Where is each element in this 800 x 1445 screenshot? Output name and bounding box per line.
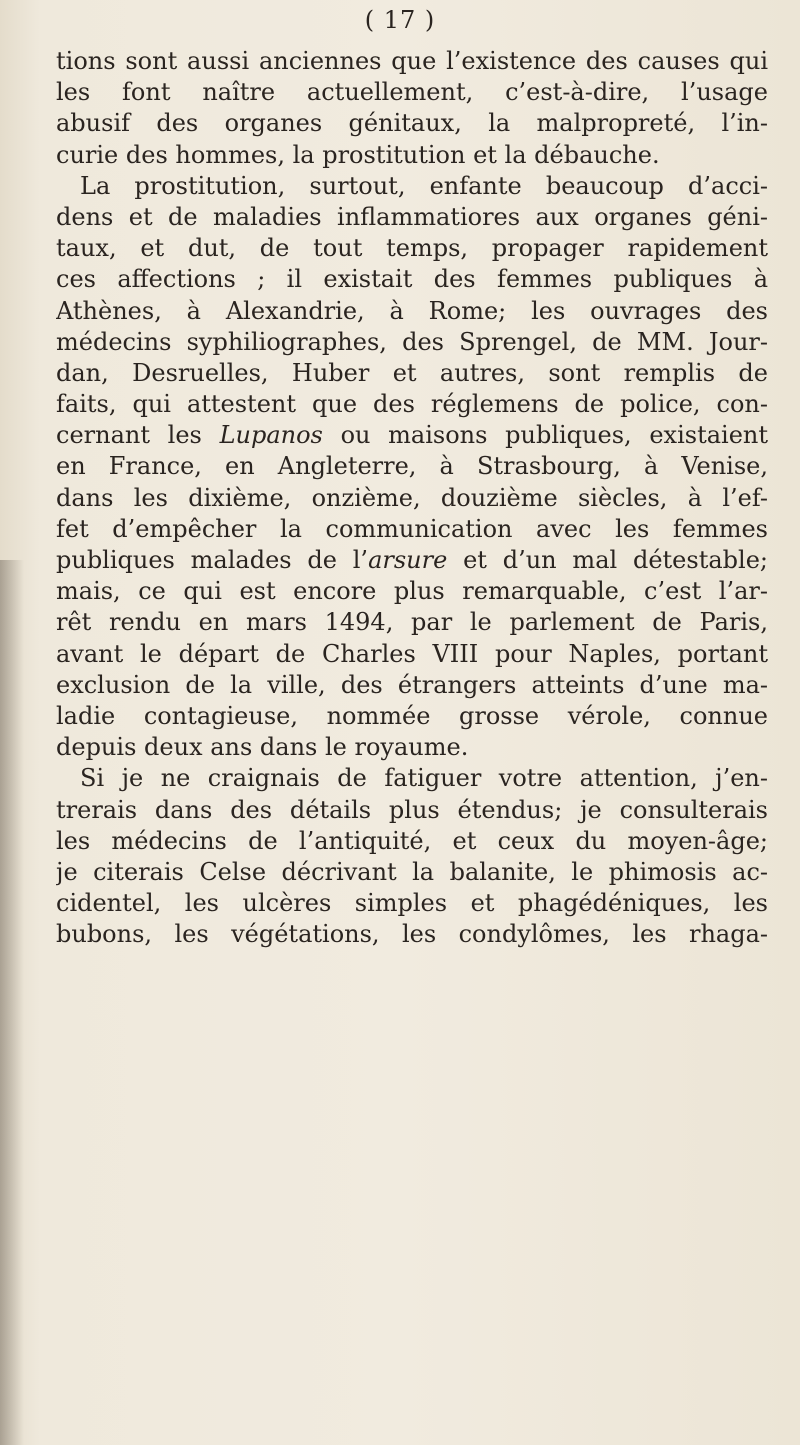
paragraph-start-line: La prostitution, surtout, enfante beaucoup d’acci- [80, 171, 768, 200]
text-line: bubons, les végétations, les condylômes, les rhaga- [56, 920, 768, 949]
text-line: je citerais Celse décrivant la balanite, le phimosis ac- [56, 857, 768, 886]
binding-shadow [0, 560, 24, 1445]
text-line: Athènes, à Alexandrie, à Rome; les ouvrages des [56, 296, 768, 325]
text-line: faits, qui attestent que des réglemens de police, con- [56, 390, 768, 419]
text-line: en France, en Angleterre, à Strasbourg, à Venise, [56, 452, 768, 481]
text-line: les médecins de l’antiquité, et ceux du moyen-âge; [56, 826, 768, 855]
text-line: fet d’empêcher la communication avec les femmes [56, 514, 768, 543]
text-line [56, 420, 768, 451]
text-line: ladie contagieuse, nommée grosse vérole, connue [56, 701, 768, 730]
text-line: dan, Desruelles, Huber et autres, sont remplis de [56, 358, 768, 387]
text-line: cidentel, les ulcères simples et phagédéniques, les [56, 889, 768, 918]
body-text [56, 46, 768, 950]
text-line: curie des hommes, la prostitution et la débauche. [56, 140, 660, 169]
text-line: dens et de maladies inflammatiores aux organes géni- [56, 202, 768, 231]
text-line: les font naître actuellement, c’est-à-dire, l’usage [56, 78, 768, 107]
text-line: ces affections ; il existait des femmes publiques à [56, 265, 768, 294]
text-fragment: cernant les [56, 421, 202, 450]
text-line: médecins syphiliographes, des Sprengel, de MM. Jour- [56, 327, 768, 356]
text-line: trerais dans des détails plus étendus; je consulterais [56, 795, 768, 824]
text-line: abusif des organes génitaux, la malpropreté, l’in- [56, 109, 768, 138]
text-line: tions sont aussi anciennes que l’existence des causes qui [56, 47, 768, 75]
page-number: ( 17 ) [364, 6, 436, 34]
text-line: avant le départ de Charles VIII pour Naples, portant [56, 639, 768, 668]
text-line: taux, et dut, de tout temps, propager rapidement [56, 234, 768, 263]
text-line: depuis deux ans dans le royaume. [56, 733, 469, 762]
text-fragment: publiques malades de l’ [56, 546, 369, 574]
text-fragment: et d’un mal détestable; [463, 546, 768, 574]
text-line: exclusion de la ville, des étrangers atteints d’une ma- [56, 670, 768, 699]
italic-term: Lupanos [219, 421, 323, 450]
italic-term: arsure [368, 546, 448, 574]
text-line: mais, ce qui est encore plus remarquable, c’est l’ar- [56, 577, 768, 606]
text-line: dans les dixième, onzième, douzième siècles, à l’ef- [56, 483, 768, 512]
text-fragment: ou maisons publiques, existaient [340, 421, 768, 450]
text-line: rêt rendu en mars 1494, par le parlement de Paris, [56, 608, 768, 637]
paragraph-start-line: Si je ne craignais de fatiguer votre attention, j’en- [80, 764, 768, 793]
text-line [56, 545, 768, 576]
